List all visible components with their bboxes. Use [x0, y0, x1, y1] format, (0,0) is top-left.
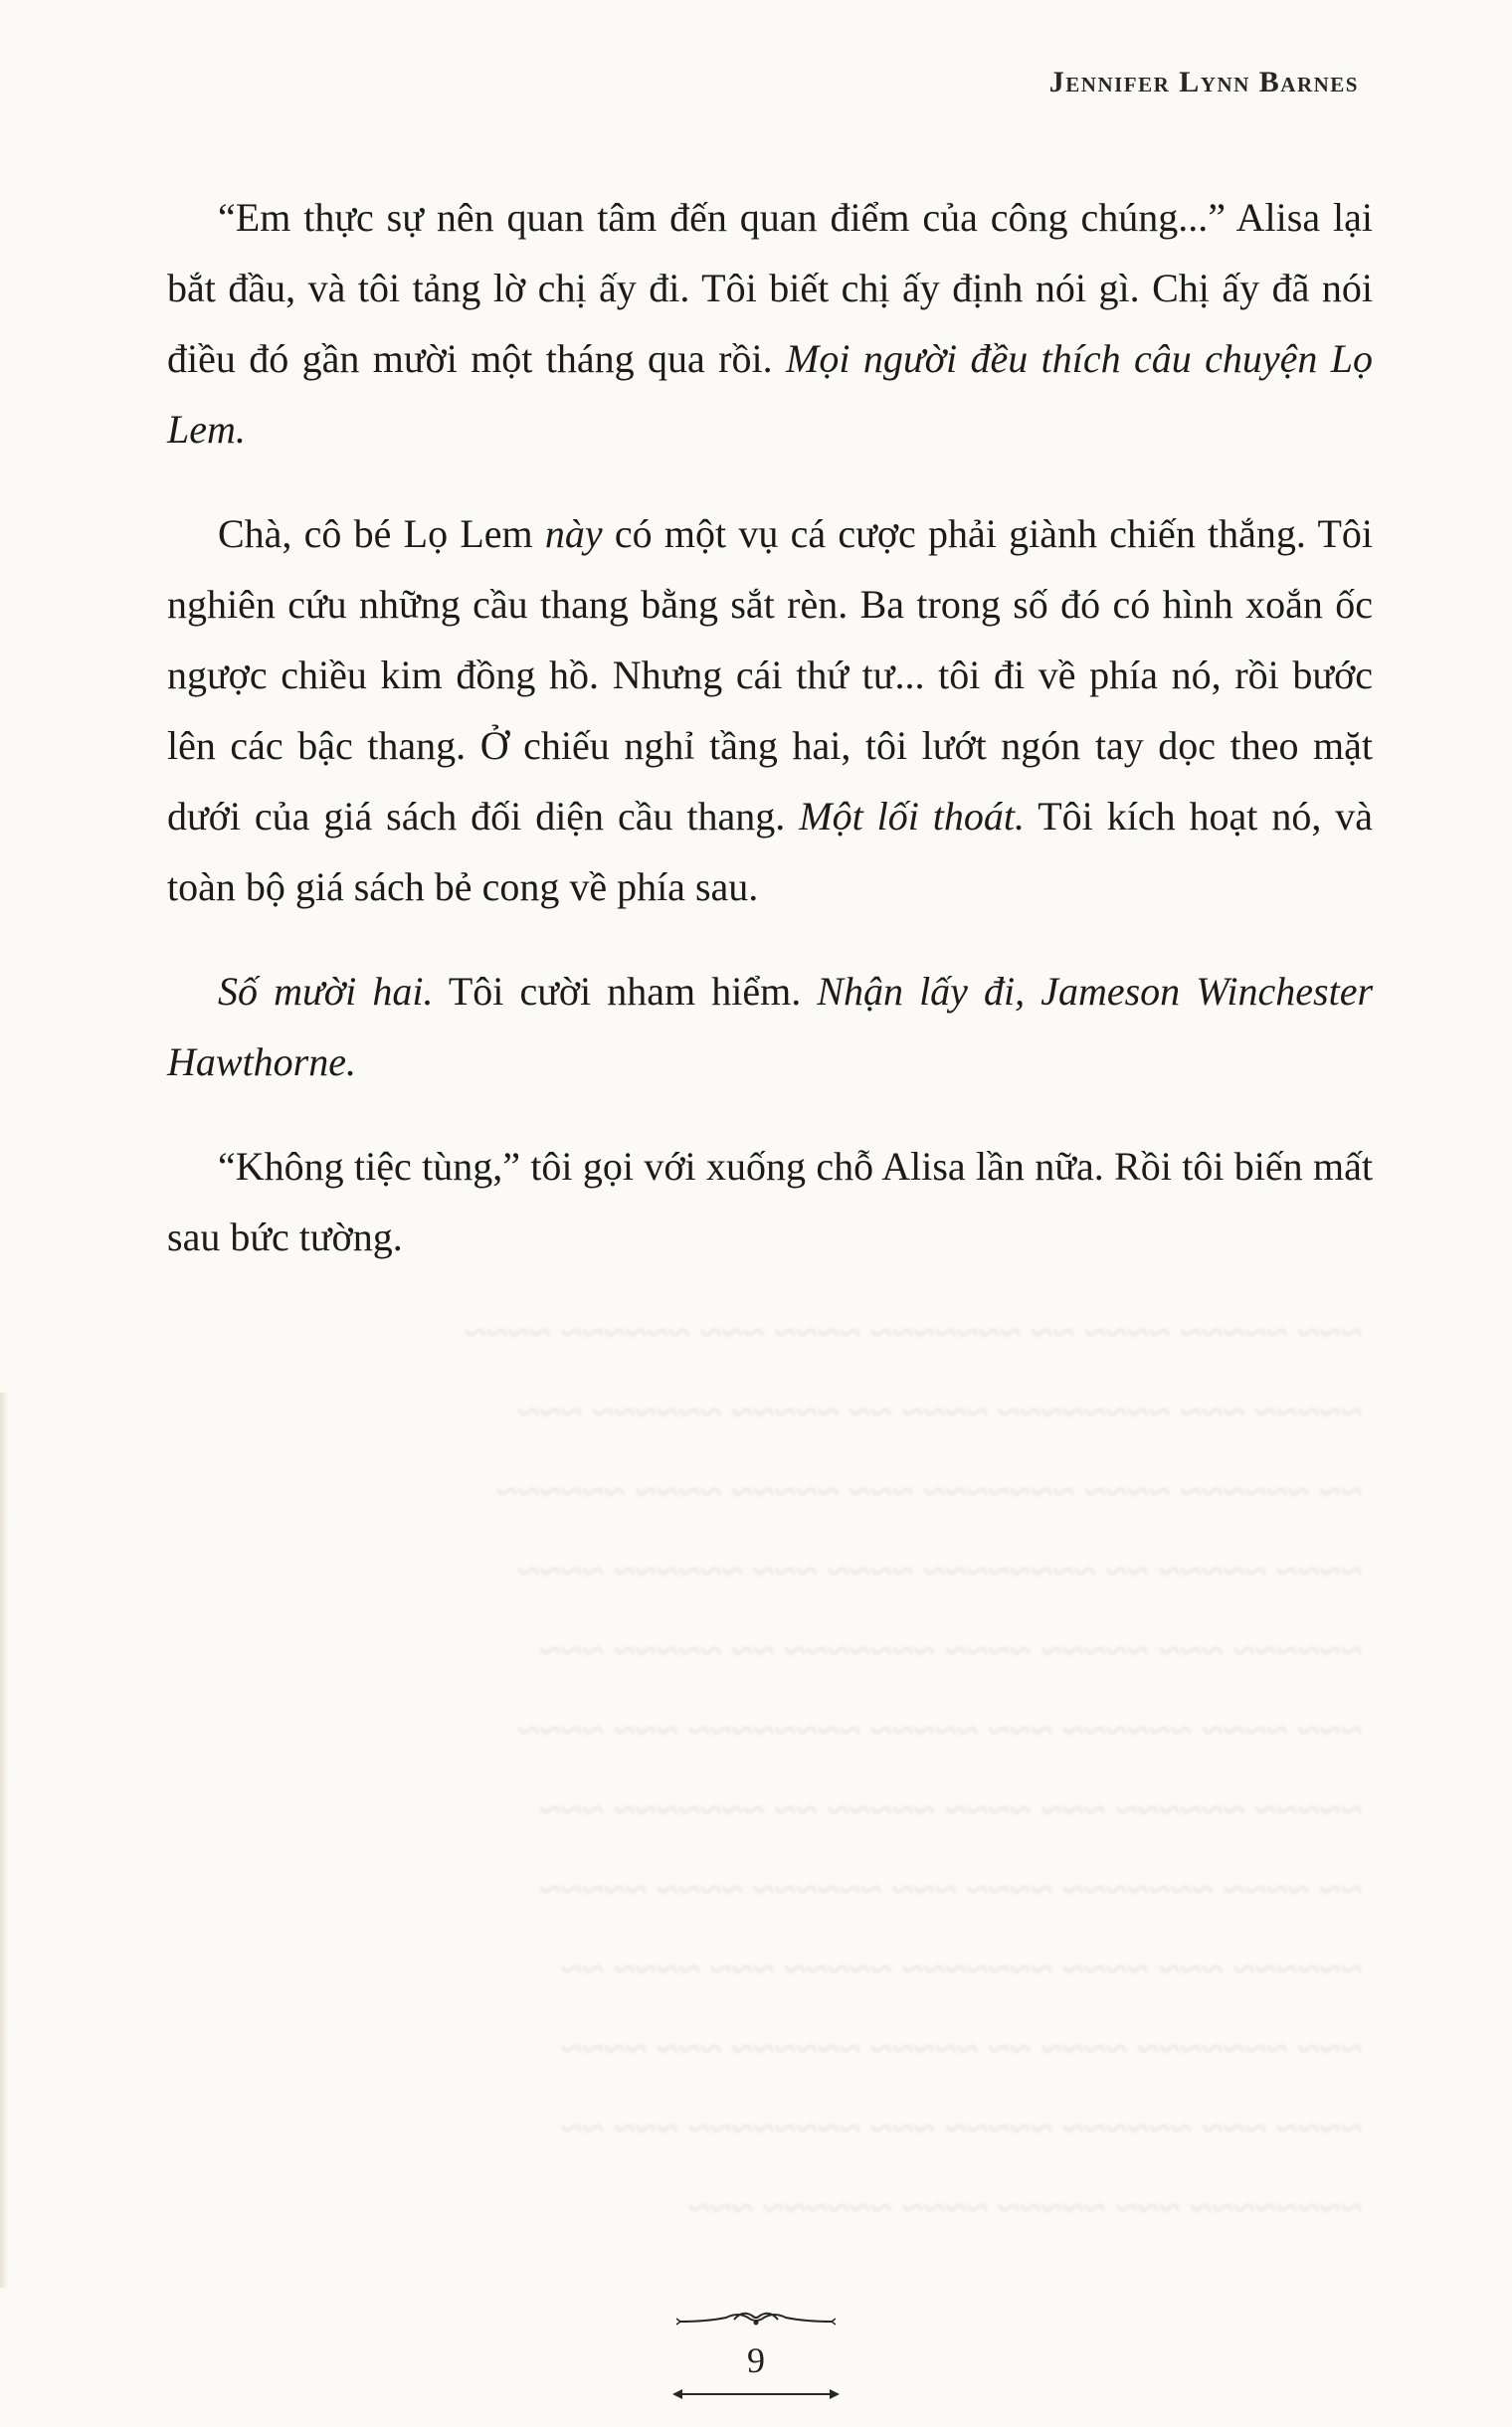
paragraph-1-italic: Mọi người đều thích câu chuyện Lọ Lem. [167, 336, 1373, 452]
show-through-texture: ~~~ ~~~~~ ~~~~ ~~ ~~~~~~~ ~~~~ ~~~ ~~~~~~ ~~~~ ~~~~~ ~~~ ~~~~~~~~ ~~~~ ~~ ~~~~~ ~~~~~~ ~~~ ~~ ~~~~~~ ~~~~ ~~~~~~~ ~~~ ~~~~~ ~~~~ ~~~~~~ ~~~~ ~~~~~ ~~ ~~~~~~~~ ~~~~ ~~~ ~~~~~~ ~~~~ ~~~~~~ ~~~ ~~~~~ ~~~~ ~~~~~~~ ~~ ~~~~~ ~~~ ~~~ ~~~~ ~~~~~~ ~~~ ~~~~~ ~~~~~~~~ ~~~ ~~~~ ~~~~~ ~~~~~~ ~~~ ~~~~ ~~~~~ ~~ ~~~~~~~ ~~~ ~~ ~~~~ ~~~~~~~ ~~~~ ~~~ ~~~~~~ ~~~~ ~~~~~ ~~~~~~ ~~~ ~~~~ ~~~~~~~ ~~~~~ ~~~ ~~~~ ~~ ~~~ ~~~~~~~ ~~~~ ~~ ~~~~~ ~~~~~~ ~~~ ~~~~ ~~~~ ~~~ ~~~~~~ ~~~~~ ~~~ ~~~~~~~~ ~~~ ~~ ~~~~~~~~ ~~~ ~~~~~ ~~~~ ~~~~~~ ~~~ [465, 1310, 1363, 2230]
paragraph-3 [167, 956, 1373, 1097]
paragraph-3-italic-b: Nhận lấy đi, Jameson Winchester Hawthorne. [167, 969, 1374, 1084]
paragraph-2-italic-a: này [544, 511, 603, 556]
body-text [167, 182, 1373, 1306]
arrow-rule-icon [672, 2387, 840, 2401]
page-number: 9 [747, 2340, 765, 2380]
paragraph-4-text: “Không tiệc tùng,” tôi gọi với xuống chỗ Alisa lần nữa. Rồi tôi biến mất sau bức tường. [167, 1144, 1373, 1259]
page-edge-shadow [0, 1393, 8, 2288]
running-header: Jennifer Lynn Barnes [1048, 66, 1359, 98]
paragraph-2-text-a: Chà, cô bé Lọ Lem [218, 511, 545, 556]
paragraph-2-italic-b: Một lối thoát. [799, 794, 1026, 839]
paragraph-2 [167, 498, 1373, 922]
paragraph-2-text-b: có một vụ cá cược phải giành chiến thắng. Tôi nghiên cứu những cầu thang bằng sắt rèn. Ba trong số đó có hình xoắn ốc ngược chiều kim đồng hồ. Nhưng cái thứ tư... tôi đi về phía nó, rồi bước lên các bậc thang. Ở chiếu nghỉ tầng hai, tôi lướt ngón tay dọc theo mặt dưới của giá sách đối diện cầu thang. [167, 511, 1373, 839]
paragraph-3-text: Tôi cười nham hiểm. [433, 969, 818, 1014]
paragraph-2-text-c: Tôi kích hoạt nó, và toàn bộ giá sách bẻ cong về phía sau. [167, 794, 1374, 909]
flourish-ornament-icon [676, 2308, 836, 2334]
page-footer [0, 2288, 1512, 2397]
paragraph-1 [167, 182, 1373, 465]
paragraph-4 [167, 1131, 1373, 1272]
paragraph-3-italic-a: Số mười hai. [218, 969, 434, 1014]
paragraph-1-text: “Em thực sự nên quan tâm đến quan điểm của công chúng...” Alisa lại bắt đầu, và tôi tảng lờ chị ấy đi. Tôi biết chị ấy định nói gì. Chị ấy đã nói điều đó gần mười một tháng qua rồi. [167, 195, 1373, 381]
